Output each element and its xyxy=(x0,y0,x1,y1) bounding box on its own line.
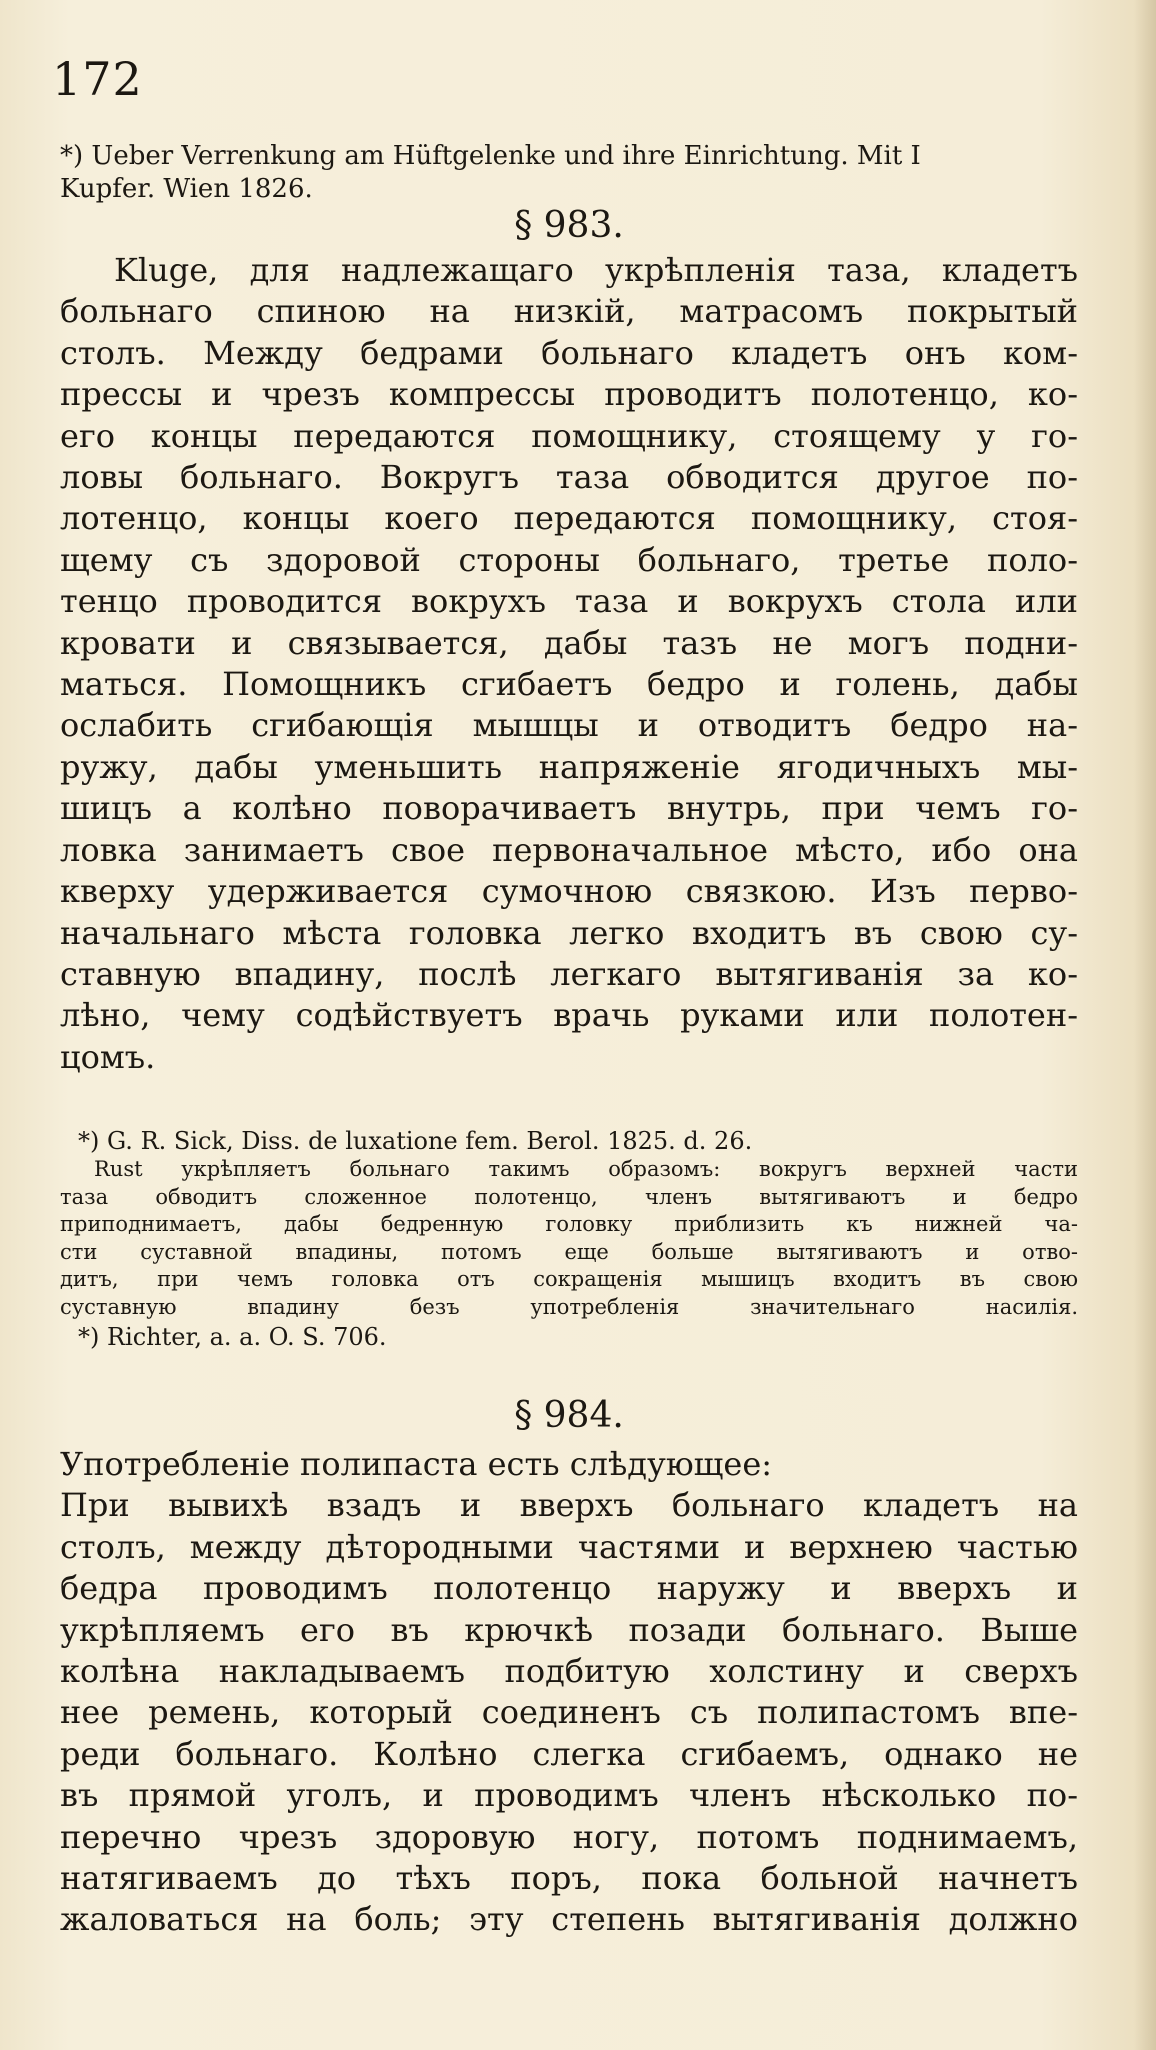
text-line: бедра проводимъ полотенцо наружу и вверхъ и xyxy=(60,1569,1078,1608)
text-line: его концы передаются помощнику, стоящему у го- xyxy=(60,416,1078,455)
text-line: начальнаго мѣста головка легко входитъ въ свою су- xyxy=(60,913,1078,952)
text-line: реди больнаго. Колѣно слегка сгибаемъ, однако не xyxy=(60,1734,1078,1773)
section-983-notes xyxy=(60,1126,1078,1352)
text-line: ослабить сгибающія мышцы и отводитъ бедро на- xyxy=(60,706,1078,745)
text-line: При вывихѣ взадъ и вверхъ больнаго кладетъ на xyxy=(60,1486,1078,1525)
text-line: кверху удерживается сумочною связкою. Изъ перво- xyxy=(60,872,1078,911)
note-line: таза обводитъ сложенное полотенцо, членъ вытягиваютъ и бедро xyxy=(60,1184,1078,1209)
text-line: столъ. Между бедрами больнаго кладетъ онъ ком- xyxy=(60,333,1078,372)
text-line: колѣна накладываемъ подбитую холстину и сверхъ xyxy=(60,1652,1078,1691)
text-line: въ прямой уголъ, и проводимъ членъ нѣсколько по- xyxy=(60,1776,1078,1815)
text-line: жаловаться на боль; эту степень вытягиванія должно xyxy=(60,1900,1078,1939)
text-line: ловы больнаго. Вокругъ таза обводится другое по- xyxy=(60,458,1078,497)
page-number: 172 xyxy=(52,52,143,106)
text-line: шицъ а колѣно поворачиваетъ внутрь, при чемъ го- xyxy=(60,789,1078,828)
text-line: лѣно, чему содѣйствуетъ врачь руками или полотен- xyxy=(60,996,1078,1035)
note-line: сти суставной впадины, потомъ еще больше вытягиваютъ и отво- xyxy=(60,1239,1078,1264)
text-line: ловка занимаетъ свое первоначальное мѣсто, ибо она xyxy=(60,830,1078,869)
text-line: лотенцо, концы коего передаются помощнику, стоя- xyxy=(60,499,1078,538)
footnote-line: Kupfer. Wien 1826. xyxy=(60,174,313,204)
footnote-line: *) Ueber Verrenkung am Hüftgelenke und ihre Einrichtung. Mit I xyxy=(60,141,921,171)
section-heading-983: § 983. xyxy=(514,205,624,246)
section-heading-984: § 984. xyxy=(514,1395,624,1436)
text-line: ставную впадину, послѣ легкаго вытягиванія за ко- xyxy=(60,954,1078,993)
text-line: цомъ. xyxy=(60,1037,156,1076)
top-footnote xyxy=(60,140,1078,206)
text-line: кровати и связывается, дабы тазъ не могъ подни- xyxy=(60,623,1078,662)
text-line: прессы и чрезъ компрессы проводитъ полотенцо, ко- xyxy=(60,375,1078,414)
text-line: Употребленіе полипаста есть слѣдующее: xyxy=(60,1445,773,1483)
text-line: натягиваемъ до тѣхъ поръ, пока больной начнетъ xyxy=(60,1859,1078,1898)
section-983-paragraph xyxy=(60,250,1078,1078)
text-line: укрѣпляемъ его въ крючкѣ позади больнаго. Выше xyxy=(60,1610,1078,1649)
text-line: нее ремень, который соединенъ съ полипастомъ впе- xyxy=(60,1693,1078,1732)
page-edge-shadow xyxy=(1134,0,1156,2050)
text-line: перечно чрезъ здоровую ногу, потомъ поднимаемъ, xyxy=(60,1817,1078,1856)
note-citation: *) G. R. Sick, Diss. de luxatione fem. Berol. 1825. d. 26. xyxy=(78,1127,753,1155)
note-line: суставную впадину безъ употребленія значительнаго насилія. xyxy=(60,1294,1078,1319)
note-citation: *) Richter, a. a. O. S. 706. xyxy=(78,1322,387,1351)
note-line: приподнимаетъ, дабы бедренную головку приблизить къ нижней ча- xyxy=(60,1212,1078,1237)
text-line: щему съ здоровой стороны больнаго, третье поло- xyxy=(60,540,1078,579)
text-line: столъ, между дѣтородными частями и верхнею частью xyxy=(60,1527,1078,1566)
section-984-paragraph xyxy=(60,1444,1078,1941)
text-line: Kluge, для надлежащаго укрѣпленія таза, кладетъ xyxy=(114,251,1078,289)
text-line: больнаго спиною на низкій, матрасомъ покрытый xyxy=(60,292,1078,331)
text-line: тенцо проводится вокрухъ таза и вокрухъ стола или xyxy=(60,582,1078,621)
text-line: ружу, дабы уменьшить напряженіе ягодичныхъ мы- xyxy=(60,747,1078,786)
text-line: маться. Помощникъ сгибаетъ бедро и голень, дабы xyxy=(60,665,1078,704)
note-line: Rust укрѣпляетъ больнаго такимъ образомъ: вокругъ верхней части xyxy=(94,1157,1078,1181)
note-line: дитъ, при чемъ головка отъ сокращенія мышицъ входитъ въ свою xyxy=(60,1267,1078,1292)
